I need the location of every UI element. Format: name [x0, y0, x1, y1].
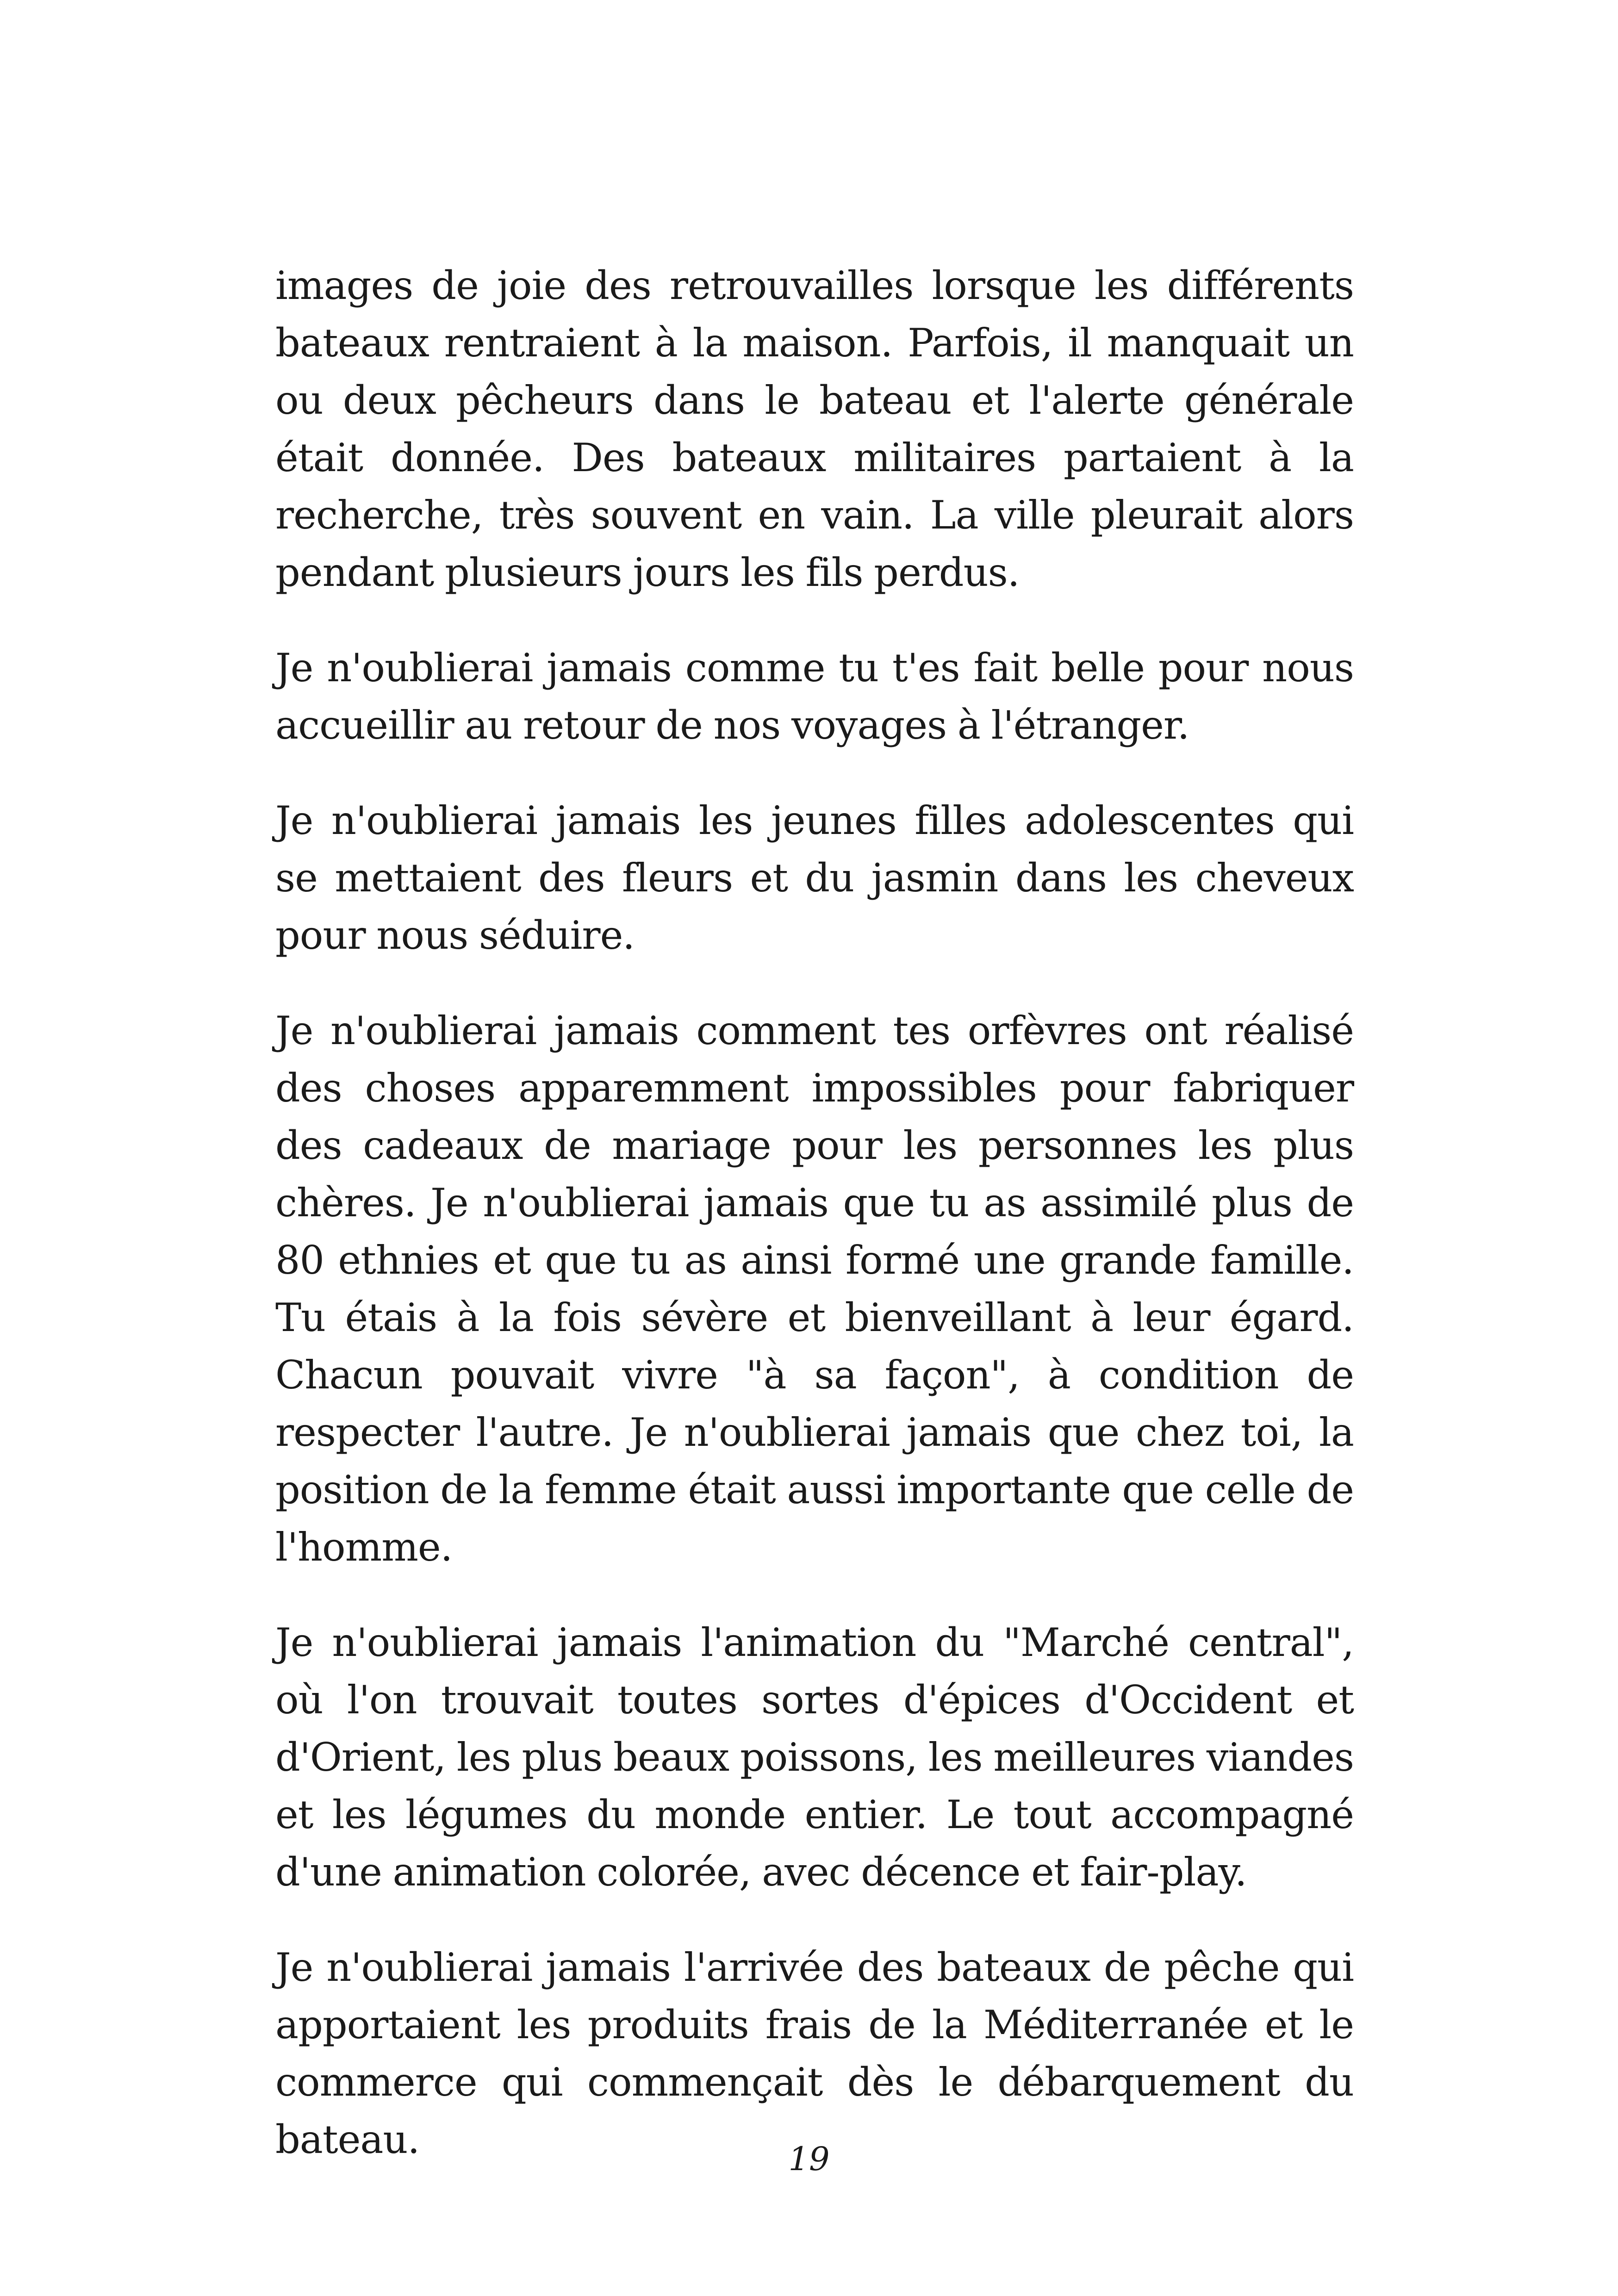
paragraph: Je n'oublierai jamais l'animation du "Marché central", où l'on trouvait toutes sortes d'épices d'Occident et d'Orient, les plus beaux poissons, les meilleures viandes et les légumes du monde entier. Le tout accompagné d'une animation colorée, avec décence et fair-play.	[275, 1620, 1354, 1895]
paragraph: images de joie des retrouvailles lorsque les différents bateaux rentraient à la maison. Parfois, il manquait un ou deux pêcheurs dans le bateau et l'alerte générale était donnée. Des bateaux militaires partaient à la recherche, très souvent en vain. La ville pleurait alors pendant plusieurs jours les fils perdus.	[275, 263, 1354, 595]
paragraph: Je n'oublierai jamais comme tu t'es fait belle pour nous accueillir au retour de nos voyages à l'étranger.	[275, 645, 1354, 748]
paragraph: Je n'oublierai jamais l'arrivée des bateaux de pêche qui apportaient les produits frais de la Méditerranée et le commerce qui commençait dès le débarquement du bateau.	[275, 1945, 1354, 2162]
paragraph: Je n'oublierai jamais les jeunes filles adolescentes qui se mettaient des fleurs et du jasmin dans les cheveux pour nous séduire.	[275, 798, 1354, 958]
page-number: 19	[788, 2140, 830, 2178]
paragraph: Je n'oublierai jamais comment tes orfèvres ont réalisé des choses apparemment impossibles pour fabriquer des cadeaux de mariage pour les personnes les plus chères. Je n'oublierai jamais que tu as assimilé plus de 80 ethnies et que tu as ainsi formé une grande famille. Tu étais à la fois sévère et bienveillant à leur égard. Chacun pouvait vivre "à sa façon", à condition de respecter l'autre. Je n'oublierai jamais que chez toi, la position de la femme était aussi importante que celle de l'homme.	[275, 1008, 1354, 1570]
body-text	[275, 257, 1354, 2206]
